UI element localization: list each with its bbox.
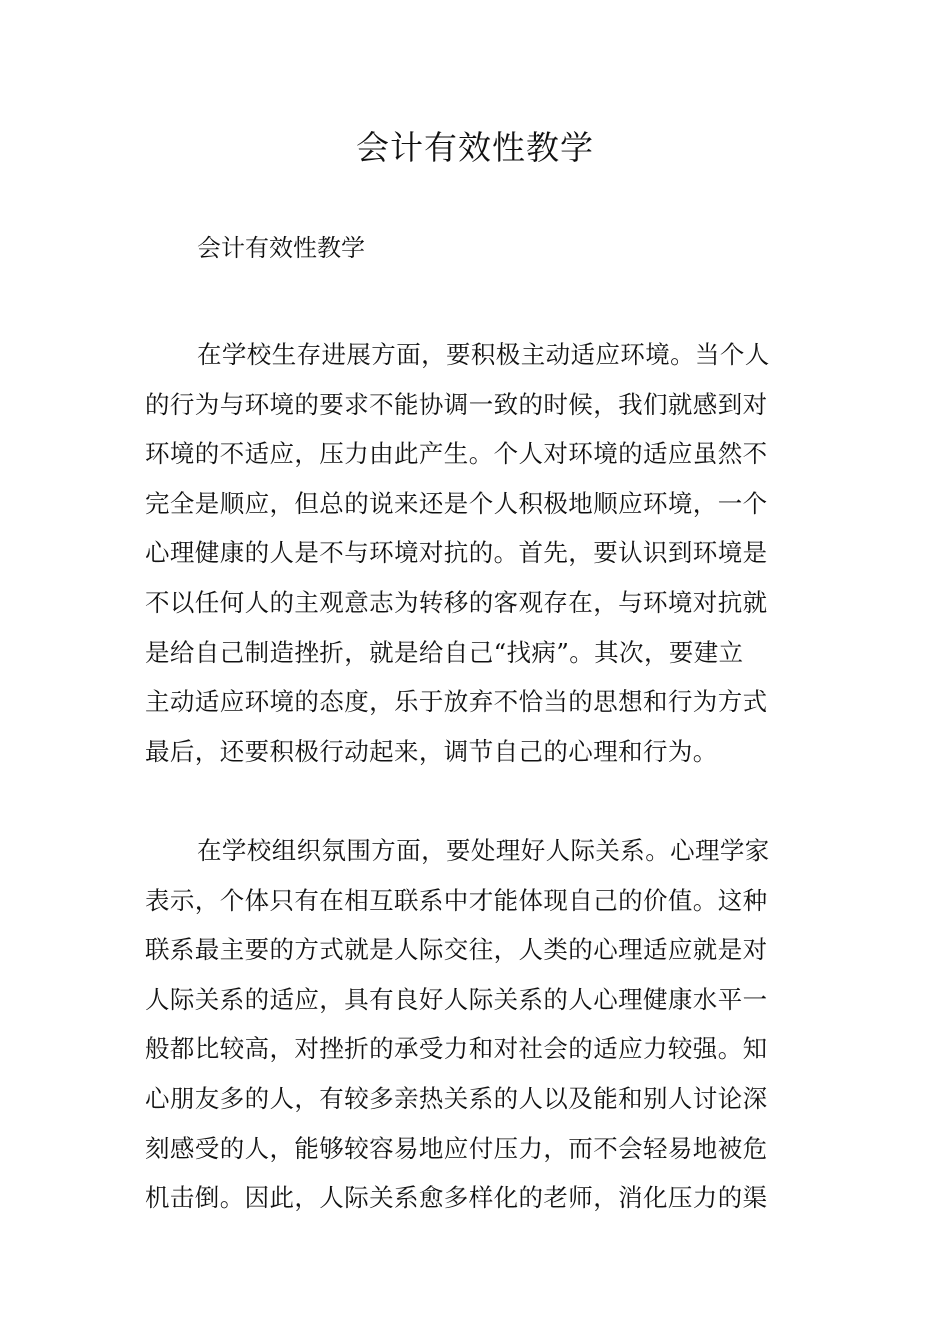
- paragraph-line: 最后，还要积极行动起来，调节自己的心理和行为。: [145, 736, 718, 766]
- paragraph-line: 般都比较高，对挫折的承受力和对社会的适应力较强。知: [145, 1034, 768, 1064]
- paragraph-line: 主动适应环境的态度，乐于放弃不恰当的思想和行为方式: [145, 687, 768, 717]
- paragraph-line: 环境的不适应，压力由此产生。个人对环境的适应虽然不: [145, 439, 768, 469]
- paragraph-line: 在学校生存进展方面，要积极主动适应环境。当个人: [197, 340, 770, 369]
- paragraph-1: [145, 330, 810, 776]
- document-title: 会计有效性教学: [356, 128, 594, 167]
- document-subtitle: 会计有效性教学: [197, 234, 365, 262]
- paragraph-line: 的行为与环境的要求不能协调一致的时候，我们就感到对: [145, 389, 768, 419]
- paragraph-line: 心理健康的人是不与环境对抗的。首先，要认识到环境是: [145, 538, 768, 568]
- paragraph-line: 完全是顺应，但总的说来还是个人积极地顺应环境，一个: [145, 488, 768, 518]
- paragraph-2: [145, 826, 810, 1223]
- paragraph-line: 机击倒。因此，人际关系愈多样化的老师，消化压力的渠: [145, 1183, 768, 1213]
- paragraph-line: 在学校组织氛围方面，要处理好人际关系。心理学家: [197, 836, 770, 865]
- paragraph-line: 联系最主要的方式就是人际交往，人类的心理适应就是对: [145, 935, 768, 965]
- paragraph-line: 不以任何人的主观意志为转移的客观存在，与环境对抗就: [145, 587, 768, 617]
- paragraph-line: 心朋友多的人，有较多亲热关系的人以及能和别人讨论深: [145, 1083, 768, 1113]
- paragraph-line: 是给自己制造挫折，就是给自己“找病”。其次，要建立: [145, 637, 744, 667]
- paragraph-line: 表示，个体只有在相互联系中才能体现自己的价值。这种: [145, 885, 768, 915]
- paragraph-line: 刻感受的人，能够较容易地应付压力，而不会轻易地被危: [145, 1133, 768, 1163]
- paragraph-line: 人际关系的适应，具有良好人际关系的人心理健康水平一: [145, 984, 768, 1014]
